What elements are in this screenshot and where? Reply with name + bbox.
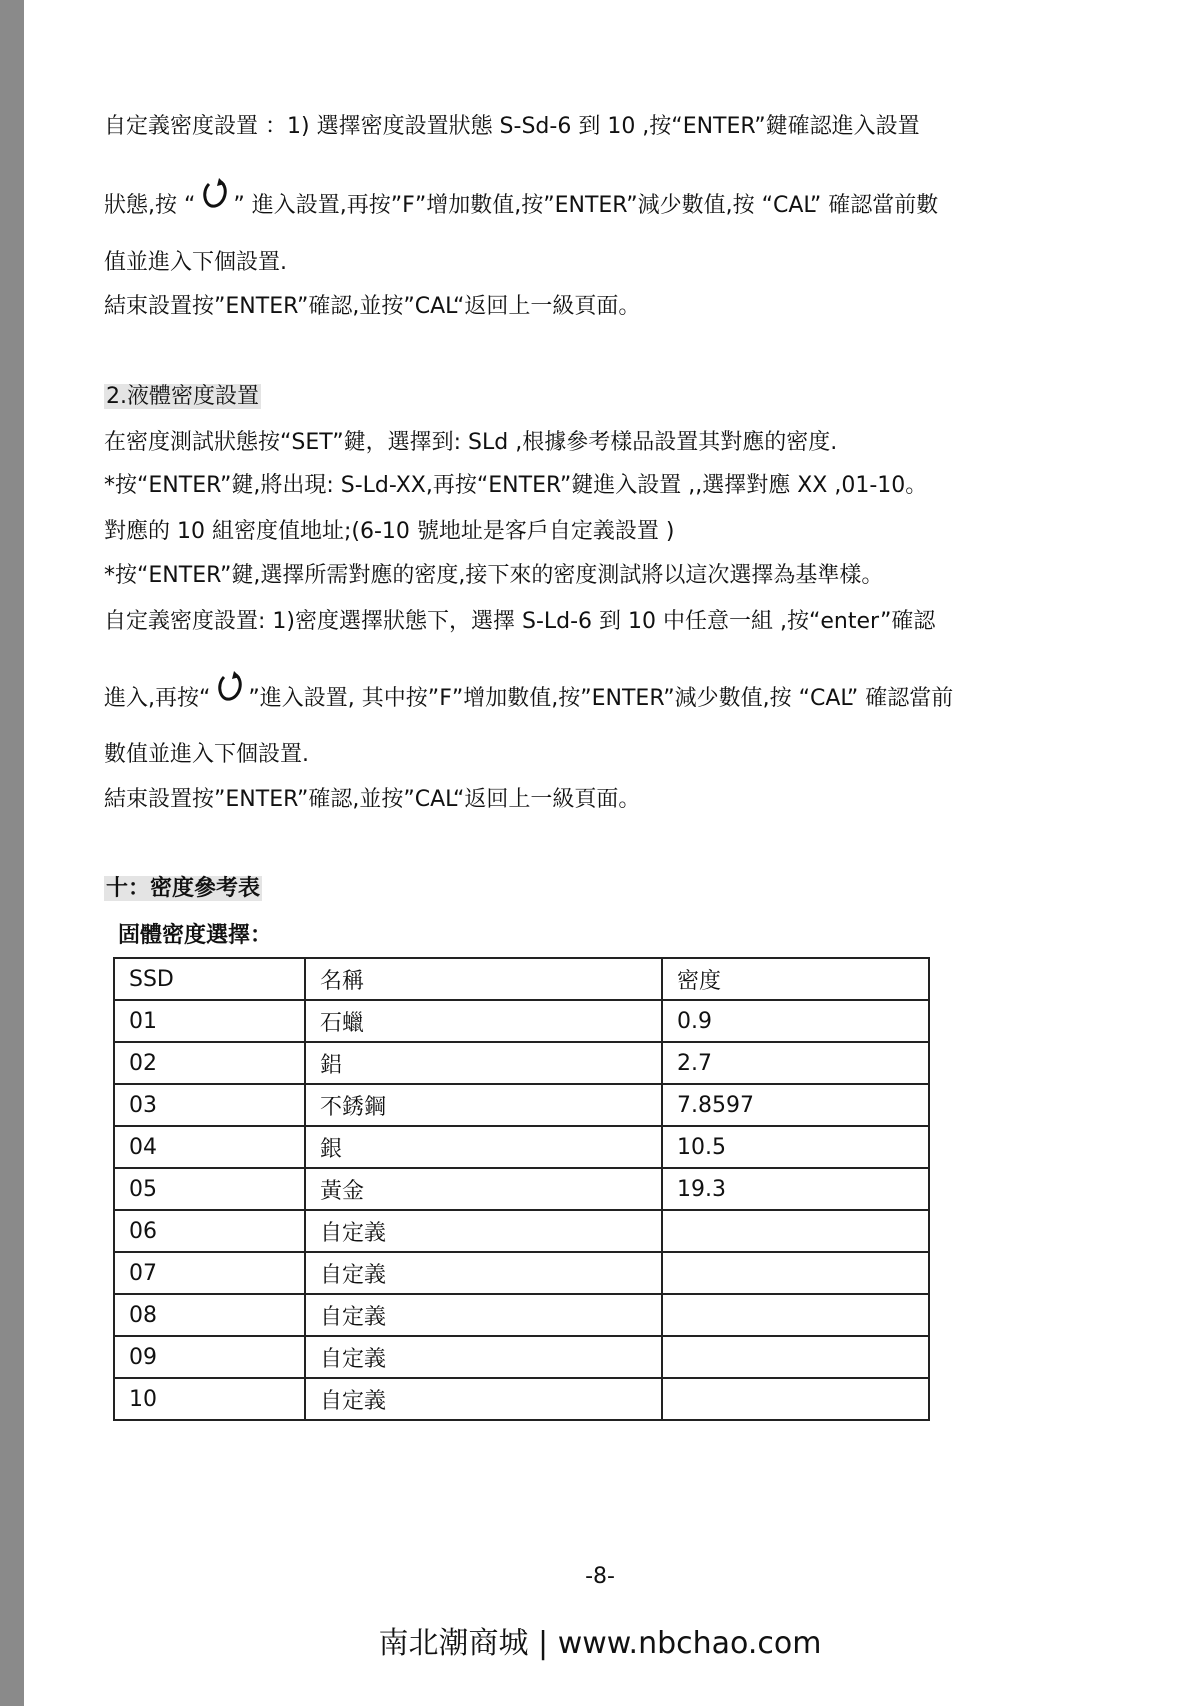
density-cell: 7.8597 <box>662 1084 929 1126</box>
liquid-p6a: 進入,再按“ <box>104 686 211 711</box>
liquid-p8: 結束設置按”ENTER”確認,並按”CAL“返回上一級頁面。 <box>104 787 641 812</box>
ssd-cell: 06 <box>114 1210 305 1252</box>
custom-solid-line-2a: 狀態,按 “ <box>104 193 196 218</box>
density-cell: 0.9 <box>662 1000 929 1042</box>
table-row <box>114 1210 929 1252</box>
reference-heading: 十：密度參考表 <box>106 876 261 901</box>
liquid-p7: 數值並進入下個設置. <box>104 742 309 767</box>
ssd-cell: 04 <box>114 1126 305 1168</box>
ssd-cell: 01 <box>114 1000 305 1042</box>
custom-solid-line-2 <box>104 186 938 221</box>
liquid-heading: 2.液體密度設置 <box>106 384 259 409</box>
ssd-cell: 03 <box>114 1084 305 1126</box>
column-header: 密度 <box>662 958 929 1000</box>
name-cell: 黃金 <box>305 1168 662 1210</box>
density-cell <box>662 1210 929 1252</box>
name-cell: 鋁 <box>305 1042 662 1084</box>
name-cell: 不銹鋼 <box>305 1084 662 1126</box>
liquid-p4: *按“ENTER”鍵,選擇所需對應的密度,接下來的密度測試將以這次選擇為基準樣。 <box>104 563 884 588</box>
liquid-p2: *按“ENTER”鍵,將出現: S-Ld-XX,再按“ENTER”鍵進入設置 ,,選擇對應 XX ,01-10。 <box>104 473 928 498</box>
density-cell <box>662 1378 929 1420</box>
liquid-p3: 對應的 10 組密度值地址;(6-10 號地址是客戶自定義設置 ) <box>104 519 675 544</box>
density-cell: 2.7 <box>662 1042 929 1084</box>
ssd-cell: 02 <box>114 1042 305 1084</box>
rotate-arrow-icon <box>214 679 244 709</box>
table-row <box>114 1294 929 1336</box>
custom-solid-line-1: 自定義密度設置 ：1) 選擇密度設置狀態 S-Sd-6 到 10 ,按“ENTER”鍵確認進入設置 <box>104 114 920 139</box>
liquid-p6b: ”進入設置, 其中按”F”增加數值,按”ENTER”減少數值,按 “CAL” 確認當前 <box>248 686 954 711</box>
name-cell: 自定義 <box>305 1252 662 1294</box>
ssd-cell: 05 <box>114 1168 305 1210</box>
reference-heading-line <box>104 874 262 904</box>
page-number: -8- <box>585 1564 615 1589</box>
column-header: 名稱 <box>305 958 662 1000</box>
custom-solid-line-4: 結束設置按”ENTER”確認,並按”CAL“返回上一級頁面。 <box>104 294 641 319</box>
left-margin-bar <box>0 0 24 1706</box>
name-cell: 自定義 <box>305 1294 662 1336</box>
density-cell: 19.3 <box>662 1168 929 1210</box>
table-row <box>114 1336 929 1378</box>
liquid-p1: 在密度測試狀態按“SET”鍵，選擇到: SLd ,根據參考樣品設置其對應的密度. <box>104 430 838 455</box>
density-cell <box>662 1336 929 1378</box>
name-cell: 自定義 <box>305 1378 662 1420</box>
table-row <box>114 1168 929 1210</box>
density-cell <box>662 1252 929 1294</box>
ssd-cell: 08 <box>114 1294 305 1336</box>
column-header: SSD <box>114 958 305 1000</box>
ssd-cell: 09 <box>114 1336 305 1378</box>
table-row <box>114 1378 929 1420</box>
custom-solid-line-2b: ” 進入設置,再按”F”增加數值,按”ENTER”減少數值,按 “CAL” 確認當前數 <box>233 193 939 218</box>
liquid-p5: 自定義密度設置: 1)密度選擇狀態下，選擇 S-Ld-6 到 10 中任意一組 ,按“enter”確認 <box>104 609 936 634</box>
liquid-heading-line <box>104 382 261 412</box>
density-cell <box>662 1294 929 1336</box>
custom-solid-line-3: 值並進入下個設置. <box>104 250 287 275</box>
reference-subheading: 固體密度選擇： <box>118 923 273 948</box>
table-row <box>114 1126 929 1168</box>
name-cell: 自定義 <box>305 1336 662 1378</box>
ssd-cell: 10 <box>114 1378 305 1420</box>
liquid-p6 <box>104 679 953 714</box>
name-cell: 石蠟 <box>305 1000 662 1042</box>
table-row <box>114 1252 929 1294</box>
table-header-row <box>114 958 929 1000</box>
table-row <box>114 1084 929 1126</box>
density-table <box>113 957 930 1421</box>
name-cell: 銀 <box>305 1126 662 1168</box>
rotate-arrow-icon <box>199 186 229 216</box>
name-cell: 自定義 <box>305 1210 662 1252</box>
ssd-cell: 07 <box>114 1252 305 1294</box>
table-row <box>114 1000 929 1042</box>
table-row <box>114 1042 929 1084</box>
density-cell: 10.5 <box>662 1126 929 1168</box>
footer-watermark: 南北潮商城 | www.nbchao.com <box>378 1626 822 1661</box>
